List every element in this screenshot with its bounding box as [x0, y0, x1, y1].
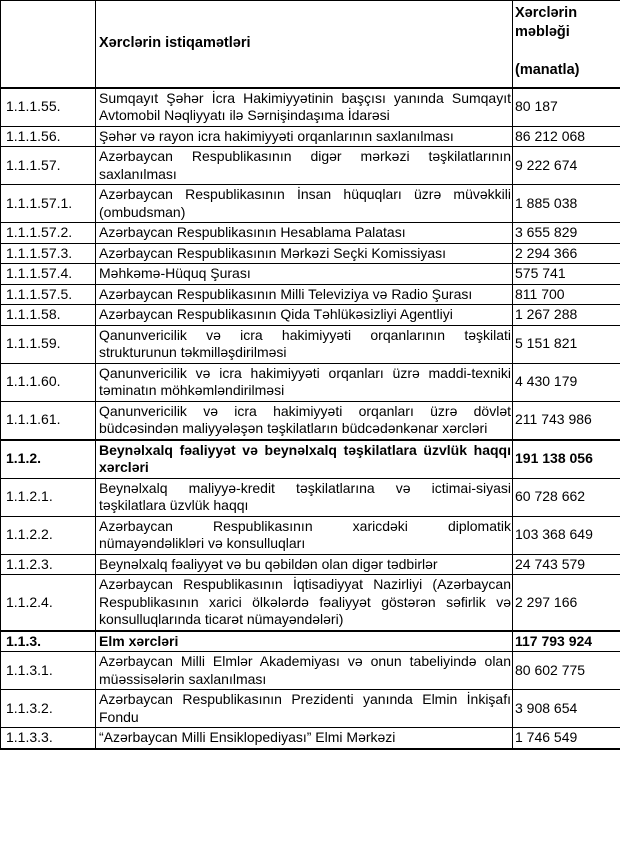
row-code: 1.1.1.57.2.: [1, 223, 96, 244]
row-code: 1.1.1.57.5.: [1, 284, 96, 305]
table-row: [1, 401, 620, 440]
row-description: Qanunvericilik və icra hakimiyyəti orqanları üzrə dövlət büdcəsindən maliyyələşən təşkilatların büdcədənkənar xərcləri: [96, 401, 513, 440]
header-directions: Xərclərin istiqamətləri: [96, 1, 513, 88]
row-code: 1.1.2.2.: [1, 516, 96, 554]
table-row: [1, 575, 620, 631]
row-description: Azərbaycan Respublikasının Milli Televiziya və Radio Şurası: [96, 284, 513, 305]
row-amount: 575 741: [513, 264, 620, 285]
row-description: Azərbaycan Respublikasının Mərkəzi Seçki Komissiyası: [96, 243, 513, 264]
row-amount: 1 267 288: [513, 305, 620, 326]
row-amount: 4 430 179: [513, 363, 620, 401]
row-code: 1.1.1.57.1.: [1, 185, 96, 223]
table-row: [1, 88, 620, 127]
table-body: [1, 88, 620, 749]
row-amount: 211 743 986: [513, 401, 620, 440]
row-code: 1.1.1.56.: [1, 126, 96, 147]
row-amount: 80 602 775: [513, 652, 620, 690]
row-description: Qanunvericilik və icra hakimiyyəti orqanlarının təşkilati strukturunun təkmilləşdirilməsi: [96, 325, 513, 363]
row-code: 1.1.2.: [1, 440, 96, 479]
header-row: [1, 1, 620, 88]
row-description: Qanunvericilik və icra hakimiyyəti orqanları üzrə maddi-texniki təminatın möhkəmləndirilməsi: [96, 363, 513, 401]
row-code: 1.1.1.57.4.: [1, 264, 96, 285]
row-amount: 191 138 056: [513, 440, 620, 479]
row-description: Beynəlxalq fəaliyyət və bu qəbildən olan digər tədbirlər: [96, 554, 513, 575]
header-amount-cell: [513, 1, 620, 88]
table-row: [1, 631, 620, 652]
row-amount: 3 655 829: [513, 223, 620, 244]
row-description: Elm xərcləri: [96, 631, 513, 652]
row-description: Sumqayıt Şəhər İcra Hakimiyyətinin başçısı yanında Sumqayıt Avtomobil Nəqliyyatı ilə Sərnişindaşıma İdarəsi: [96, 88, 513, 127]
table-row: [1, 264, 620, 285]
row-description: Şəhər və rayon icra hakimiyyəti orqanlarının saxlanılması: [96, 126, 513, 147]
table-row: [1, 652, 620, 690]
row-description: Azərbaycan Respublikasının İqtisadiyyat Nazirliyi (Azərbaycan Respublikasının xarici ölkələrdə fəaliyyət göstərən səfirlik və konsulluqlarında ticarət nümayəndələri): [96, 575, 513, 631]
row-description: Məhkəmə-Hüquq Şurası: [96, 264, 513, 285]
row-amount: 2 294 366: [513, 243, 620, 264]
row-amount: 5 151 821: [513, 325, 620, 363]
row-amount: 24 743 579: [513, 554, 620, 575]
row-code: 1.1.1.57.3.: [1, 243, 96, 264]
row-code: 1.1.3.2.: [1, 690, 96, 728]
table-row: [1, 516, 620, 554]
row-code: 1.1.1.55.: [1, 88, 96, 127]
row-amount: 2 297 166: [513, 575, 620, 631]
row-code: 1.1.2.1.: [1, 478, 96, 516]
row-code: 1.1.1.58.: [1, 305, 96, 326]
table-row: [1, 126, 620, 147]
row-amount: 811 700: [513, 284, 620, 305]
row-code: 1.1.1.57.: [1, 147, 96, 185]
table-row: [1, 363, 620, 401]
row-amount: 80 187: [513, 88, 620, 127]
row-description: Azərbaycan Respublikasının İnsan hüquqları üzrə müvəkkili (ombudsman): [96, 185, 513, 223]
row-description: Azərbaycan Respublikasının Hesablama Palatası: [96, 223, 513, 244]
table-row: [1, 243, 620, 264]
row-description: Azərbaycan Milli Elmlər Akademiyası və onun tabeliyində olan müəssisələrin saxlanılması: [96, 652, 513, 690]
row-code: 1.1.3.3.: [1, 728, 96, 749]
row-code: 1.1.3.: [1, 631, 96, 652]
row-amount: 86 212 068: [513, 126, 620, 147]
row-code: 1.1.1.60.: [1, 363, 96, 401]
row-code: 1.1.2.3.: [1, 554, 96, 575]
row-amount: 103 368 649: [513, 516, 620, 554]
row-code: 1.1.3.1.: [1, 652, 96, 690]
table-row: [1, 325, 620, 363]
row-code: 1.1.1.59.: [1, 325, 96, 363]
header-amount-label: Xərclərin məbləği: [515, 5, 578, 40]
row-code: 1.1.2.4.: [1, 575, 96, 631]
table-row: [1, 223, 620, 244]
header-code-cell: [1, 1, 96, 88]
row-amount: 60 728 662: [513, 478, 620, 516]
row-amount: 1 746 549: [513, 728, 620, 749]
table-row: [1, 728, 620, 749]
table-row: [1, 554, 620, 575]
row-description: Azərbaycan Respublikasının Qida Təhlükəsizliyi Agentliyi: [96, 305, 513, 326]
header-amount-unit: (manatla): [515, 62, 580, 78]
row-description: Beynəlxalq maliyyə-kredit təşkilatlarına və ictimai-siyasi təşkilatlara üzvlük haqqı: [96, 478, 513, 516]
table-row: [1, 185, 620, 223]
table-row: [1, 305, 620, 326]
row-description: Azərbaycan Respublikasının xaricdəki diplomatik nümayəndəlikləri və konsulluqları: [96, 516, 513, 554]
row-code: 1.1.1.61.: [1, 401, 96, 440]
table-row: [1, 690, 620, 728]
table-row: [1, 478, 620, 516]
row-description: Azərbaycan Respublikasının Prezidenti yanında Elmin İnkişafı Fondu: [96, 690, 513, 728]
row-amount: 9 222 674: [513, 147, 620, 185]
row-amount: 1 885 038: [513, 185, 620, 223]
row-amount: 3 908 654: [513, 690, 620, 728]
row-description: “Azərbaycan Milli Ensiklopediyası” Elmi Mərkəzi: [96, 728, 513, 749]
table-row: [1, 284, 620, 305]
row-description: Beynəlxalq fəaliyyət və beynəlxalq təşkilatlara üzvlük haqqı xərcləri: [96, 440, 513, 479]
table-row: [1, 147, 620, 185]
table-row: [1, 440, 620, 479]
row-description: Azərbaycan Respublikasının digər mərkəzi təşkilatlarının saxlanılması: [96, 147, 513, 185]
row-amount: 117 793 924: [513, 631, 620, 652]
